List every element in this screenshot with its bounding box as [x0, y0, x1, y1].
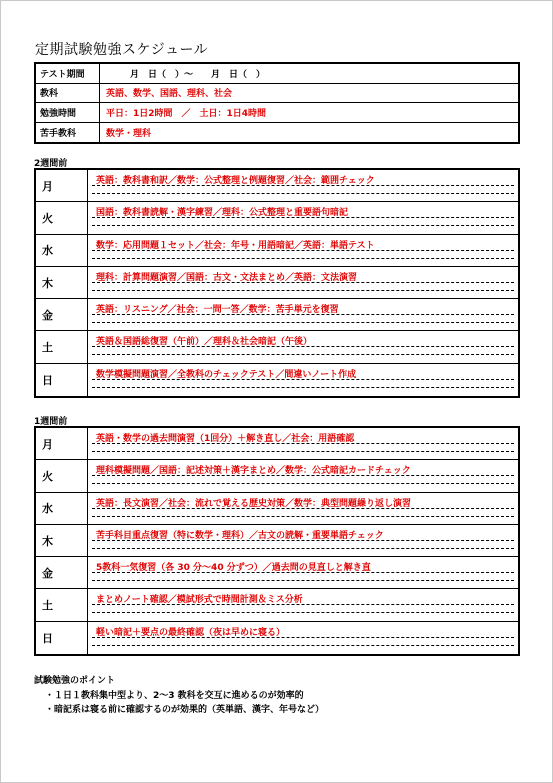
info-row: [36, 103, 518, 123]
info-table: [34, 62, 520, 144]
day-row: [36, 364, 518, 396]
task-text: 英語：長文演習／社会：流れで覚える歴史対策／数学：典型問題繰り返し演習: [96, 498, 412, 509]
day-row: [36, 622, 518, 654]
dashed-line: [92, 483, 514, 484]
day-tasks: [88, 331, 518, 362]
dashed-line: [92, 346, 514, 347]
day-tasks: [88, 267, 518, 298]
day-tasks: [88, 235, 518, 266]
dashed-line: [92, 572, 514, 573]
day-label: 土: [36, 331, 88, 362]
day-label: 日: [36, 622, 88, 654]
dashed-line: [92, 193, 514, 194]
page-title: 定期試験勉強スケジュール: [35, 42, 209, 58]
dashed-line: [92, 322, 514, 323]
week1-table: [34, 426, 520, 656]
day-tasks: [88, 170, 518, 201]
day-tasks: [88, 589, 518, 620]
day-label: 土: [36, 589, 88, 620]
day-label: 火: [36, 202, 88, 233]
day-tasks: [88, 493, 518, 524]
dashed-line: [92, 387, 514, 388]
day-row: [36, 460, 518, 492]
day-row: [36, 267, 518, 299]
dashed-line: [92, 508, 514, 509]
dashed-line: [92, 451, 514, 452]
info-value: 平日：1日2時間 ／ 土日：1日4時間: [106, 108, 267, 119]
task-text: 数学：応用問題１セット／社会：年号・用語暗記／英語：単語テスト: [96, 240, 375, 251]
dashed-line: [92, 225, 514, 226]
dashed-line: [92, 185, 514, 186]
task-text: 理科：計算問題演習／国語：古文・文法まとめ／英語：文法演習: [96, 272, 358, 283]
day-row: [36, 428, 518, 460]
day-tasks: [88, 202, 518, 233]
info-row: [36, 123, 518, 143]
dashed-line: [92, 645, 514, 646]
info-label: 勉強時間: [36, 103, 100, 122]
day-label: 水: [36, 493, 88, 524]
task-text: 英語＆国語総復習（午前）／理科＆社会暗記（午後）: [96, 337, 313, 348]
info-value: 英語、数学、国語、理科、社会: [106, 89, 233, 100]
point-item: ・１日１教科集中型より、2～3 教科を交互に進めるのが効率的: [45, 691, 304, 701]
day-row: [36, 589, 518, 621]
day-label: 水: [36, 235, 88, 266]
day-label: 月: [36, 170, 88, 201]
day-row: [36, 235, 518, 267]
info-label: 教科: [36, 84, 100, 103]
dashed-line: [92, 475, 514, 476]
task-text: 5教科一気復習（各 30 分～40 分ずつ）／過去問の見直しと解き直: [96, 563, 371, 574]
day-row: [36, 299, 518, 331]
task-text: 数学模擬問題演習／全教科のチェックテスト／間違いノート作成: [96, 369, 357, 380]
day-tasks: [88, 460, 518, 491]
week2-table: [34, 168, 520, 398]
dashed-line: [92, 443, 514, 444]
day-label: 金: [36, 299, 88, 330]
dashed-line: [92, 354, 514, 355]
dashed-line: [92, 290, 514, 291]
day-tasks: [88, 557, 518, 588]
task-text: 苦手科目重点復習（特に数学・理科）／古文の読解・重要単語チェック: [96, 530, 384, 541]
day-label: 日: [36, 364, 88, 396]
dashed-line: [92, 314, 514, 315]
day-row: [36, 493, 518, 525]
day-tasks: [88, 622, 518, 654]
dashed-line: [92, 612, 514, 613]
task-text: 英語・数学の過去問演習（1回分）＋解き直し／社会：用語確認: [96, 434, 355, 444]
day-row: [36, 525, 518, 557]
info-row: [36, 64, 518, 84]
dashed-line: [92, 516, 514, 517]
dashed-line: [92, 604, 514, 605]
task-text: 英語：教科書和訳／数学：公式整理と例題復習／社会：範囲チェック: [96, 176, 375, 186]
dashed-line: [92, 580, 514, 581]
task-text: まとめノート確認／模試形式で時間計測＆ミス分析: [96, 595, 303, 606]
day-label: 月: [36, 428, 88, 459]
day-tasks: [88, 428, 518, 459]
task-text: 国語：教科書読解・漢字練習／理科：公式整理と重要語句暗記: [96, 208, 349, 219]
dashed-line: [92, 379, 514, 380]
task-text: 理科模擬問題／国語：記述対策＋漢字まとめ／数学：公式暗記カードチェック: [96, 466, 411, 477]
day-row: [36, 170, 518, 202]
dashed-line: [92, 637, 514, 638]
day-label: 金: [36, 557, 88, 588]
day-row: [36, 331, 518, 363]
dashed-line: [92, 258, 514, 259]
day-tasks: [88, 364, 518, 396]
info-label: 苦手教科: [36, 123, 100, 143]
day-row: [36, 202, 518, 234]
info-row: [36, 84, 518, 104]
week1-title: 1週間前: [34, 417, 68, 427]
day-row: [36, 557, 518, 589]
info-label: テスト期間: [36, 64, 100, 83]
dashed-line: [92, 250, 514, 251]
dashed-line: [92, 282, 514, 283]
points-title: 試験勉強のポイント: [34, 676, 116, 686]
task-text: 英語：リスニング／社会：一問一答／数学：苦手単元を復習: [96, 305, 339, 316]
dashed-line: [92, 217, 514, 218]
day-tasks: [88, 525, 518, 556]
dashed-line: [92, 540, 514, 541]
info-value: 月 日（ ）～ 月 日（ ）: [130, 69, 266, 80]
day-label: 火: [36, 460, 88, 491]
day-tasks: [88, 299, 518, 330]
day-label: 木: [36, 267, 88, 298]
day-label: 木: [36, 525, 88, 556]
task-text: 軽い暗記＋要点の最終確認（夜は早めに寝る）: [96, 627, 286, 638]
info-value: 数学・理科: [106, 128, 152, 139]
week2-title: 2週間前: [34, 159, 68, 169]
point-item: ・暗記系は寝る前に確認するのが効果的（英単語、漢字、年号など）: [45, 705, 325, 715]
dashed-line: [92, 548, 514, 549]
